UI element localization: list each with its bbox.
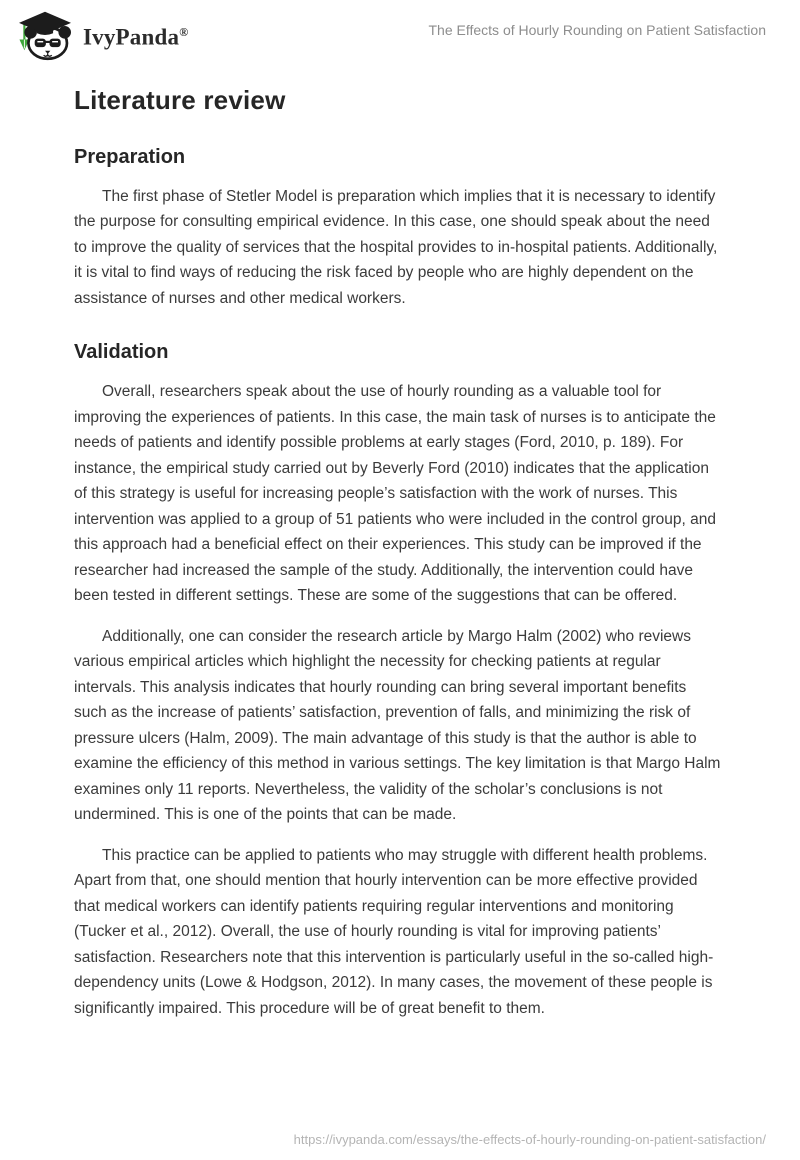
ivypanda-logo-icon (14, 9, 76, 61)
source-url: https://ivypanda.com/essays/the-effects-of-hourly-rounding-on-patient-satisfaction/ (293, 1132, 766, 1147)
registered-trademark: ® (179, 25, 189, 39)
brand-name: IvyPanda® (83, 24, 189, 50)
document-title: The Effects of Hourly Rounding on Patient Satisfaction (428, 22, 766, 38)
page-title: Literature review (74, 84, 286, 115)
paragraph-preparation-1: The first phase of Stetler Model is preparation which implies that it is necessary to identify the purpose for consulting empirical evidence. In this case, one should speak about the need to improve the quality of services that the hospital provides to in-hospital patients. Additionally, it is vital to find ways of reducing the risk faced by people who are highly dependent on the assistance of nurses and other medical workers. (74, 187, 718, 307)
section-heading-preparation: Preparation (74, 145, 186, 168)
page-header (0, 0, 800, 64)
section-heading-validation: Validation (74, 341, 169, 364)
paragraph-validation-3: This practice can be applied to patients who may struggle with different health problems. Apart from that, one should mention that hourly intervention can be more effective provided that medical workers can identify patients requiring regular interventions and monitoring (Tucker et al., 2012). Overall, the use of hourly rounding is vital for improving patients’ satisfaction. Researchers note that this intervention is particularly useful in the so-called high-dependency units (Lowe & Hodgson, 2012). In many cases, the movement of these people is significantly impaired. This procedure will be of great benefit to them. (74, 846, 714, 1017)
brand (14, 6, 188, 64)
paragraph-validation-1: Overall, researchers speak about the use of hourly rounding as a valuable tool for improving the experiences of patients. In this case, the main task of nurses is to anticipate the needs of patients and identify possible problems at early stages (Ford, 2010, p. 189). For instance, the empirical study carried out by Beverly Ford (2010) indicates that the application of this strategy is useful for increasing people’s satisfaction with the work of nurses. This intervention was applied to a group of 51 patients who were included in the control group, and this approach had a beneficial effect on their experiences. This study can be improved if the researcher had increased the sample of the study. Additionally, the intervention could have been tested in different settings. These are some of the suggestions that can be offered. (74, 383, 716, 605)
paragraph-validation-2: Additionally, one can consider the research article by Margo Halm (2002) who reviews various empirical articles which highlight the necessity for checking patients at regular intervals. This analysis indicates that hourly rounding can bring several important benefits such as the increase of patients’ satisfaction, prevention of falls, and minimizing the risk of pressure ulcers (Halm, 2009). The main advantage of this study is that the author is able to examine the efficiency of this method in various settings. The key limitation is that Margo Halm examines only 11 reports. Nevertheless, the validity of the scholar’s conclusions is not undermined. This is one of the points that can be made. (74, 627, 721, 824)
document-body (0, 85, 800, 1022)
